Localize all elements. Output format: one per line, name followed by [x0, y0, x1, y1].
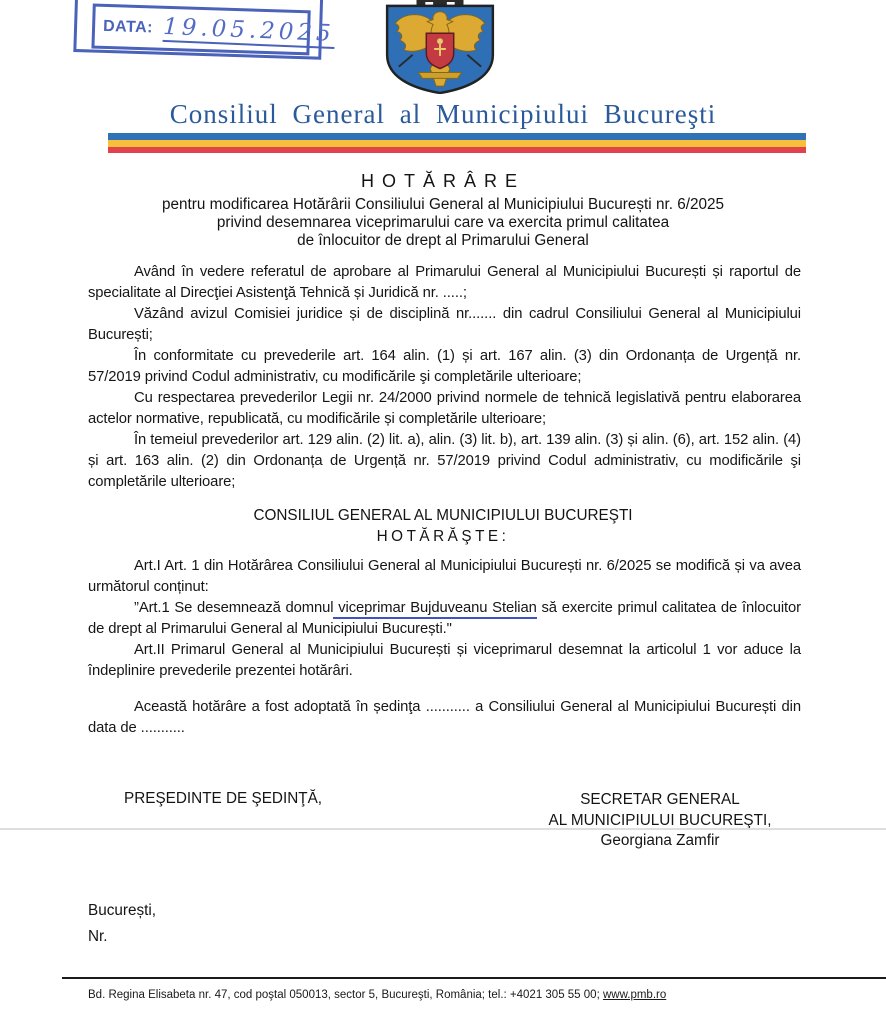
- date-stamp-value: 19.05.2025: [162, 13, 336, 47]
- date-stamp: [73, 0, 336, 60]
- pen-underlined-name: viceprimar Bujduveanu Stelian: [333, 600, 536, 619]
- articles-section: [88, 556, 801, 739]
- organization-title: Consiliul General al Municipiului Bucureşti: [169, 99, 717, 129]
- bucharest-coat-of-arms-icon: [373, 0, 507, 94]
- enacting-verb: HOTĂRĂŞTE:: [376, 528, 510, 545]
- flag-stripe-yellow: [108, 140, 806, 147]
- preamble-paragraph-3: În conformitate cu prevederile art. 164 alin. (1) și art. 167 alin. (3) din Ordonanța de Urgență nr. 57/2019 privind Codul administrativ, cu modificările şi completările ulterioare;: [88, 348, 801, 385]
- website-link[interactable]: www.pmb.ro: [602, 989, 667, 1001]
- secretary-title-line-1: SECRETAR GENERAL: [580, 791, 740, 808]
- president-signature-title: PREŞEDINTE DE ŞEDINŢĂ,: [124, 790, 323, 807]
- preamble-paragraph-1: Având în vedere referatul de aprobare al Primarului General al Municipiului București și raportul de specialitate al Direcţiei Asistenţă Tehnică și Juridică nr. .....;: [88, 264, 801, 301]
- flag-stripe-blue: [108, 133, 806, 140]
- secretary-name: Georgiana Zamfir: [600, 832, 720, 849]
- document-subtitle-line-2: privind desemnarea viceprimarului care va exercita primul calitatea: [216, 214, 670, 231]
- flag-stripe-red: [108, 147, 806, 153]
- article-1-intro: Art.I Art. 1 din Hotărârea Consiliului General al Municipiului București nr. 6/2025 se modifică și va avea următorul conținut:: [88, 558, 801, 595]
- enacting-authority: CONSILIUL GENERAL AL MUNICIPIULUI BUCUREŞTI: [253, 507, 633, 524]
- document-subtitle-line-3: de înlocuitor de drept al Primarului General: [297, 232, 589, 249]
- preamble-paragraph-4: Cu respectarea prevederilor Legii nr. 24/2000 privind normele de tehnică legislativă pentru elaborarea actelor normative, republicată, cu modificările și completările ulterioare;: [88, 390, 801, 427]
- article-2: Art.II Primarul General al Municipiului București și viceprimarul desemnat la articolul 1 vor aduce la îndeplinire prevederile prezentei hotărâri.: [88, 642, 801, 679]
- issue-number-label: Nr.: [88, 928, 108, 945]
- secretary-signature-block: [520, 790, 800, 852]
- article-1-quote-end: să exercite primul calitatea de înlocuitor de drept al Primarului General al Municipiului București.": [88, 600, 801, 637]
- date-stamp-box: [91, 4, 336, 56]
- preamble-paragraph-2: Văzând avizul Comisiei juridice și de disciplină nr....... din cadrul Consiliului General al Municipiului București;: [88, 306, 801, 343]
- scan-artifact-line: [0, 828, 886, 830]
- preamble-section: [88, 262, 801, 493]
- tricolor-flag-bar: [108, 133, 806, 153]
- footer-address: [88, 989, 666, 1001]
- document-subtitle-line-1: pentru modificarea Hotărârii Consiliului General al Municipiului București nr. 6/2025: [161, 196, 725, 213]
- footer-address-text: Bd. Regina Elisabeta nr. 47, cod poştal 050013, sector 5, Bucureşti, România; tel.: +4021 305 55 00;: [88, 989, 603, 1001]
- preamble-paragraph-5: În temeiul prevederilor art. 129 alin. (2) lit. a), alin. (3) lit. b), art. 139 alin. (3) și alin. (6), art. 152 alin. (4) și art. 163 alin. (2) din Ordonanța de Urgență nr. 57/2019 privind Codul administrativ, cu modificările şi completările ulterioare;: [88, 432, 801, 490]
- enacting-heading: [0, 505, 886, 547]
- date-stamp-label: DATA:: [102, 17, 154, 36]
- issue-block: [88, 898, 156, 950]
- secretary-title-line-2: AL MUNICIPIULUI BUCUREŞTI,: [548, 811, 772, 829]
- article-1-quote: [88, 598, 801, 640]
- document-title: HOTĂRÂRE: [360, 171, 525, 191]
- issue-city: București,: [88, 902, 157, 919]
- article-1-quote-start: ”Art.1 Se desemnează domnul: [134, 600, 334, 616]
- adoption-clause: Această hotărâre a fost adoptată în ședinţa ........... a Consiliului General al Municipiului București din data de ...........: [88, 699, 801, 736]
- footer-rule: [62, 977, 886, 979]
